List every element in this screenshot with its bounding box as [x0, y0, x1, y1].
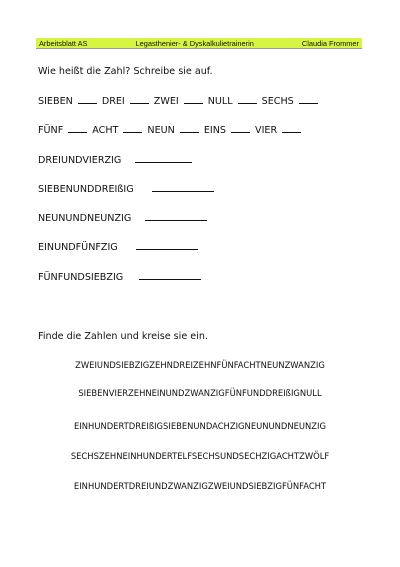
header-left: Arbeitsblatt AS [39, 38, 88, 48]
answer-blank[interactable] [136, 248, 198, 250]
letter-puzzle-line[interactable]: SECHSZEHNEINHUNDERTELFSECHSUNDSECHZIGACHTZWÖLF [70, 451, 330, 461]
number-row-2 [38, 125, 306, 136]
answer-blank[interactable] [135, 161, 192, 163]
number-word: NULL [207, 96, 233, 107]
header-right: Claudia Frommer [301, 38, 359, 48]
letter-puzzle-line[interactable]: EINHUNDERTDREIßIGSIEBENUNDACHZIGNEUNUNDNEUNZIG [74, 421, 326, 431]
answer-blank[interactable] [123, 131, 142, 133]
number-word: ACHT [92, 125, 119, 136]
number-word: FÜNF [38, 125, 64, 136]
number-word-line [38, 213, 212, 224]
answer-blank[interactable] [299, 102, 318, 104]
worksheet-header [36, 38, 362, 48]
answer-blank[interactable] [152, 190, 214, 192]
letter-puzzle-line[interactable]: EINHUNDERTDREIUNDZWANZIGZWEIUNDSIEBZIGFÜNFACHT [73, 481, 327, 491]
answer-blank[interactable] [184, 102, 203, 104]
number-word: DREI [101, 96, 125, 107]
number-word: SIEBENUNDDREIßIG [38, 184, 134, 195]
answer-blank[interactable] [238, 102, 257, 104]
header-center: Legasthenier- & Dyskalkulietrainerin [135, 38, 254, 48]
number-word: NEUNUNDNEUNZIG [38, 213, 132, 224]
answer-blank[interactable] [145, 219, 207, 221]
letter-puzzle-line[interactable]: ZWEIUNDSIEBZIGZEHNDREIZEHNFÜNFACHTNEUNZWANZIG [75, 360, 325, 370]
answer-blank[interactable] [282, 131, 301, 133]
number-word-line [38, 242, 203, 253]
task2-instruction: Finde die Zahlen und kreise sie ein. [38, 331, 208, 342]
number-word-line [38, 272, 206, 283]
letter-puzzle-line[interactable]: SIEBENVIERZEHNEINUNDZWANZIGFÜNFUNDDREIßIGNULL [78, 388, 322, 398]
number-word: SECHS [261, 96, 294, 107]
answer-blank[interactable] [78, 102, 97, 104]
answer-blank[interactable] [139, 278, 201, 280]
number-word: EINUNDFÜNFZIG [38, 242, 118, 253]
answer-blank[interactable] [231, 131, 250, 133]
task1-instruction: Wie heißt die Zahl? Schreibe sie auf. [38, 66, 213, 77]
number-row-1 [38, 96, 323, 107]
number-word: EINS [203, 125, 227, 136]
number-word-line [38, 155, 197, 166]
header-divider [36, 48, 362, 49]
number-word: FÜNFUNDSIEBZIG [38, 272, 124, 283]
number-word: DREIUNDVIERZIG [38, 155, 122, 166]
number-word-line [38, 184, 219, 195]
answer-blank[interactable] [130, 102, 149, 104]
number-word: VIER [255, 125, 278, 136]
number-word: NEUN [147, 125, 175, 136]
answer-blank[interactable] [68, 131, 87, 133]
number-word: ZWEI [153, 96, 179, 107]
number-word: SIEBEN [38, 96, 73, 107]
answer-blank[interactable] [180, 131, 199, 133]
